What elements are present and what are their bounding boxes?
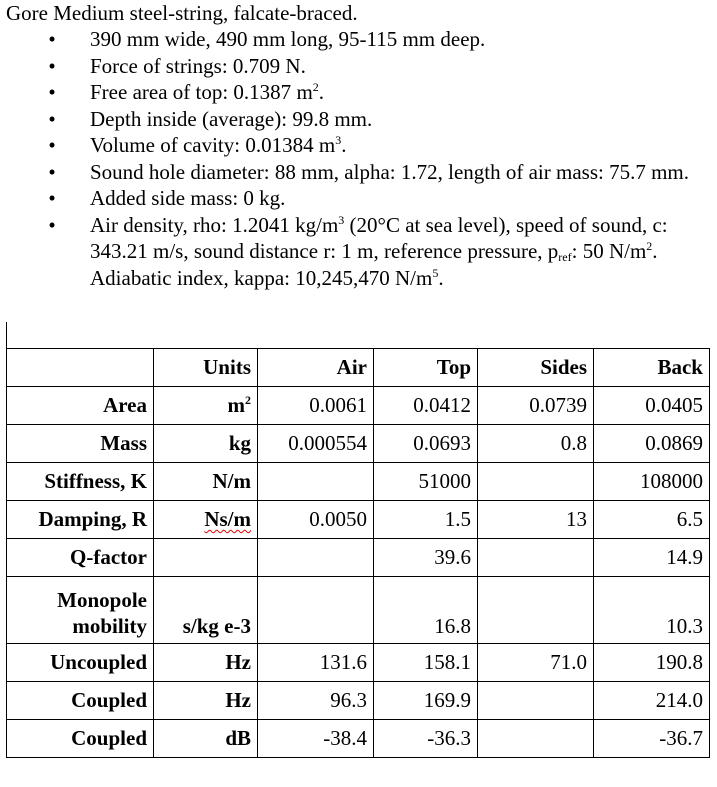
header-cell-back: Back	[594, 349, 710, 387]
header-cell-sides: Sides	[478, 349, 594, 387]
parameter-table	[6, 348, 710, 758]
spec-item-air: • Air density, rho: 1.2041 $kg/m^3$ (20°C at sea level), speed of sound, c: 343.21 m/s, sound distance r: 1 m, reference pressure, $p_{ref}$: 50 $N/m^2$. Adiabatic index, kappa: 10,245,470 $N/m^5$.	[0, 212, 717, 292]
header-cell-empty	[7, 349, 154, 387]
bullet-icon: •	[48, 159, 56, 184]
table-row-damping: Damping, R Ns/m 0.0050 1.5 13 6.5	[7, 501, 710, 539]
table-row-q-factor: Q-factor 39.6 14.9	[7, 539, 710, 577]
table-header-row	[7, 349, 710, 387]
spec-item-depth: • Depth inside (average): 99.8 mm.	[0, 106, 717, 133]
header-cell-units: Units	[154, 349, 258, 387]
table-row-coupled-db: Coupled dB -38.4 -36.3 -36.7	[7, 720, 710, 758]
table-row-stiffness: Stiffness, K N/m 51000 108000	[7, 463, 710, 501]
bullet-icon: •	[48, 186, 56, 210]
spec-item-dimensions: • 390 mm wide, 490 mm long, 95-115 mm deep.	[0, 26, 717, 53]
spec-item-free-area: • Free area of top: 0.1387 $m^2$.	[0, 79, 717, 106]
table-row-monopole-mobility: Monopole mobility s/kg e-3 16.8 10.3	[7, 577, 710, 644]
guitar-title: Gore Medium steel-string, falcate-braced.	[6, 1, 358, 25]
spec-list	[0, 26, 717, 291]
bullet-icon: •	[48, 133, 56, 157]
table-left-rule	[6, 322, 7, 349]
bullet-icon: •	[48, 212, 56, 237]
table-row-mass: Mass kg 0.000554 0.0693 0.8 0.0869	[7, 425, 710, 463]
header-cell-top: Top	[374, 349, 478, 387]
bullet-icon: •	[48, 106, 56, 131]
spec-item-sound-hole: • Sound hole diameter: 88 mm, alpha: 1.72, length of air mass: 75.7 mm.	[0, 159, 717, 186]
table-row-uncoupled: Uncoupled Hz 131.6 158.1 71.0 190.8	[7, 644, 710, 682]
spec-item-volume: • Volume of cavity: 0.01384 $m^3$.	[0, 132, 717, 159]
bullet-icon: •	[48, 80, 56, 104]
table-row-coupled-hz: Coupled Hz 96.3 169.9 214.0	[7, 682, 710, 720]
spec-item-force: • Force of strings: 0.709 N.	[0, 53, 717, 80]
header-cell-air: Air	[258, 349, 374, 387]
bullet-icon: •	[48, 27, 56, 51]
table-row-area: Area $m^2$ 0.0061 0.0412 0.0739 0.0405	[7, 387, 710, 425]
spellcheck-underline: Ns/m	[204, 507, 251, 531]
spec-item-side-mass: • Added side mass: 0 kg.	[0, 185, 717, 212]
bullet-icon: •	[48, 53, 56, 78]
